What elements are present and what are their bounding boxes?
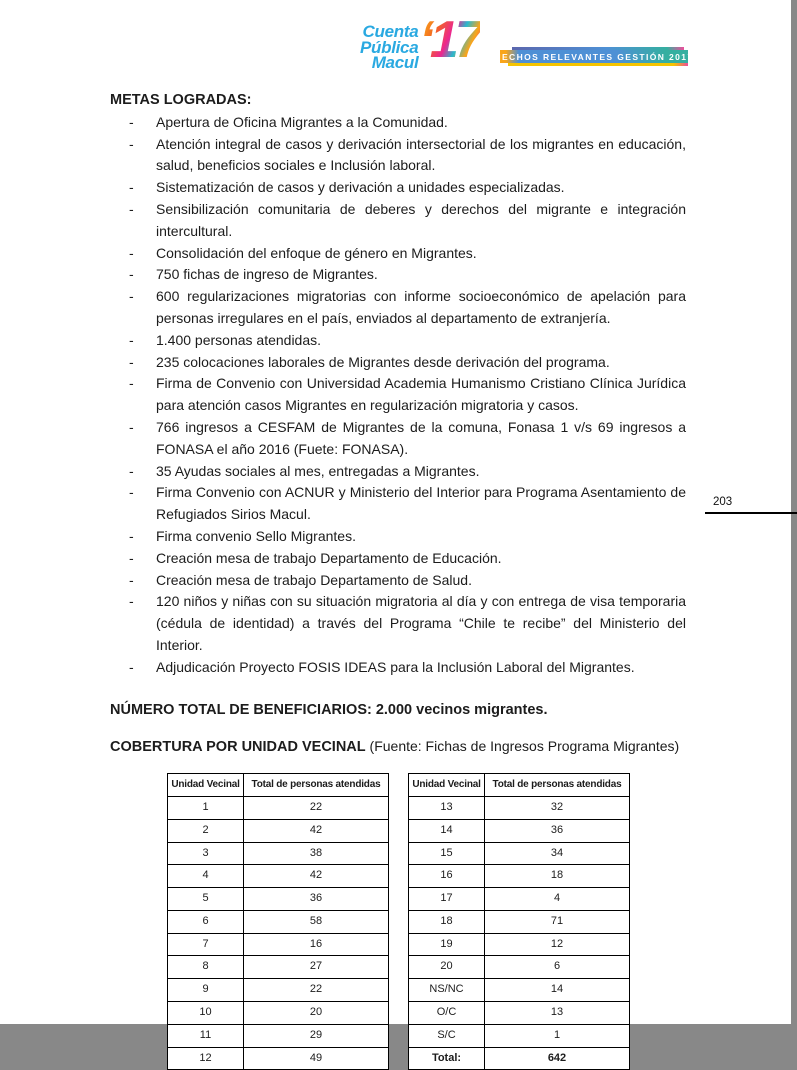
table-cell: 7 (168, 933, 244, 956)
table-cell: 642 (485, 1047, 630, 1070)
bullet-dash: - (129, 244, 134, 261)
table-row (168, 956, 389, 979)
table-header-row (409, 774, 630, 797)
bullet-item (110, 177, 686, 199)
bullet-item (110, 526, 686, 548)
bullet-dash: - (129, 353, 134, 370)
bullet-dash: - (129, 135, 134, 152)
bullet-item (110, 548, 686, 570)
table-row (409, 865, 630, 888)
col-header-total: Total de personas atendidas (244, 774, 389, 797)
bullet-dash: - (129, 331, 134, 348)
page-number: 203 (705, 496, 797, 514)
table-cell: 9 (168, 979, 244, 1002)
bullet-dash: - (129, 375, 134, 392)
table-cell: S/C (409, 1024, 485, 1047)
bullet-item (110, 199, 686, 243)
table-cell: 34 (485, 842, 630, 865)
table-cell: 20 (409, 956, 485, 979)
table-cell: Total: (409, 1047, 485, 1070)
table-cell: 4 (168, 865, 244, 888)
table-cell: O/C (409, 1002, 485, 1025)
table-cell: 42 (244, 819, 389, 842)
table-cell: 14 (485, 979, 630, 1002)
table-row (409, 796, 630, 819)
table-cell: 42 (244, 865, 389, 888)
table-cell: NS/NC (409, 979, 485, 1002)
table-cell: 22 (244, 796, 389, 819)
bullet-text: Sensibilización comunitaria de deberes y derechos del migrante e integración intercultural. (156, 200, 686, 239)
table-cell: 8 (168, 956, 244, 979)
table-cell: 29 (244, 1024, 389, 1047)
table-cell: 10 (168, 1002, 244, 1025)
table-cell: 49 (244, 1047, 389, 1070)
bullet-item (110, 243, 686, 265)
table-row (168, 979, 389, 1002)
table-cell: 58 (244, 910, 389, 933)
table-cell: 15 (409, 842, 485, 865)
bullet-text: 766 ingresos a CESFAM de Migrantes de la comuna, Fonasa 1 v/s 69 ingresos a FONASA el año 2016 (Fuete: FONASA). (156, 418, 686, 457)
bullet-text: Adjudicación Proyecto FOSIS IDEAS para la Inclusión Laboral del Migrantes. (156, 658, 635, 675)
bullet-dash: - (129, 593, 134, 610)
table-cell: 1 (168, 796, 244, 819)
logo-line-macul: Macul (371, 53, 419, 72)
table-cell: 14 (409, 819, 485, 842)
bullet-text: 235 colocaciones laborales de Migrantes desde derivación del programa. (156, 353, 610, 370)
table-cell: 20 (244, 1002, 389, 1025)
cuenta-publica-logo (360, 11, 480, 72)
bullet-text: 750 fichas de ingreso de Migrantes. (156, 266, 378, 283)
table-row (409, 1047, 630, 1070)
bullet-dash: - (129, 266, 134, 283)
table-row (168, 1047, 389, 1070)
table-cell: 4 (485, 888, 630, 911)
header-ribbon (494, 47, 694, 68)
table-cell: 36 (244, 888, 389, 911)
bullet-item (110, 417, 686, 461)
metas-list (110, 112, 686, 679)
table-header-row (168, 774, 389, 797)
ribbon-text: HECHOS RELEVANTES GESTIÓN 2017 (494, 51, 694, 62)
table-cell: 12 (168, 1047, 244, 1070)
beneficiarios-label: NÚMERO TOTAL DE BENEFICIARIOS: (110, 701, 372, 718)
ribbon-bottom-stripe (508, 63, 688, 66)
table-row (168, 1024, 389, 1047)
table-cell: 11 (168, 1024, 244, 1047)
table-cell: 1 (485, 1024, 630, 1047)
bullet-item (110, 134, 686, 178)
table-row (409, 1002, 630, 1025)
cobertura-line (110, 736, 686, 759)
bullet-item (110, 482, 686, 526)
bullet-item (110, 264, 686, 286)
table-row (409, 842, 630, 865)
table-cell: 36 (485, 819, 630, 842)
table-cell: 19 (409, 933, 485, 956)
logo-line-cuenta: Cuenta (362, 22, 419, 41)
beneficiarios-line (110, 700, 686, 722)
beneficiarios-value: 2.000 vecinos migrantes. (375, 701, 548, 718)
bullet-dash: - (129, 571, 134, 588)
bullet-text: 600 regularizaciones migratorias con informe socioeconómico de apelación para personas irregulares en el país, enviados al departamento de extranjería. (156, 288, 686, 326)
bullet-item (110, 330, 686, 352)
bullet-text: Creación mesa de trabajo Departamento de Salud. (156, 571, 472, 588)
table-row (168, 910, 389, 933)
coverage-tables (167, 773, 686, 1070)
bullet-item (110, 112, 686, 134)
table-cell: 3 (168, 842, 244, 865)
table-cell: 12 (485, 933, 630, 956)
bullet-item (110, 570, 686, 592)
bullet-dash: - (129, 658, 134, 675)
bullet-dash: - (129, 418, 134, 435)
logo-year-17: ‘17 (419, 11, 480, 69)
bullet-item (110, 657, 686, 679)
table-row (409, 819, 630, 842)
table-row (168, 888, 389, 911)
table-cell: 2 (168, 819, 244, 842)
col-header-unidad: Unidad Vecinal (409, 774, 485, 797)
bullet-text: Firma de Convenio con Universidad Academia Humanismo Cristiano Clínica Jurídica para atención casos Migrantes en regularización migratoria y casos. (156, 375, 686, 414)
bullet-item (110, 591, 686, 656)
table-cell: 27 (244, 956, 389, 979)
metas-title: METAS LOGRADAS: (110, 92, 252, 108)
table-row (409, 1024, 630, 1047)
bullet-dash: - (129, 527, 134, 544)
col-header-unidad: Unidad Vecinal (168, 774, 244, 797)
coverage-table-2 (408, 773, 630, 1070)
table-cell: 32 (485, 796, 630, 819)
table-cell: 18 (409, 910, 485, 933)
bullet-text: 120 niños y niñas con su situación migratoria al día y con entrega de visa temporaria (cédula de identidad) a través del Programa “Chile te recibe” del Ministerio del Interior. (156, 593, 686, 653)
table-row (168, 842, 389, 865)
table-row (168, 819, 389, 842)
table-cell: 71 (485, 910, 630, 933)
bullet-text: Firma Convenio con ACNUR y Ministerio del Interior para Programa Asentamiento de Refugiados Sirios Macul. (156, 484, 686, 523)
table-cell: 6 (168, 910, 244, 933)
table-cell: 13 (409, 796, 485, 819)
table-row (409, 979, 630, 1002)
bullet-dash: - (129, 200, 134, 217)
table-row (168, 865, 389, 888)
bullet-item (110, 352, 686, 374)
bullet-item (110, 461, 686, 483)
table-row (409, 956, 630, 979)
bullet-text: Consolidación del enfoque de género en Migrantes. (156, 244, 477, 261)
bullet-item (110, 373, 686, 417)
ribbon-banner (494, 50, 694, 63)
bullet-dash: - (129, 462, 134, 479)
table-cell: 38 (244, 842, 389, 865)
bullet-text: 1.400 personas atendidas. (156, 331, 322, 348)
logo-line-publica: Pública (360, 37, 419, 57)
table-cell: 18 (485, 865, 630, 888)
page-content (110, 90, 686, 1070)
bullet-item (110, 286, 686, 330)
bullet-dash: - (129, 549, 134, 566)
bullet-text: Creación mesa de trabajo Departamento de Educación. (156, 549, 502, 566)
table-row (409, 910, 630, 933)
cobertura-subtitle: (Fuente: Fichas de Ingresos Programa Migrantes) (365, 738, 680, 755)
bullet-dash: - (129, 484, 134, 501)
table-cell: 16 (409, 865, 485, 888)
bullet-dash: - (129, 113, 134, 130)
bullet-text: Atención integral de casos y derivación intersectorial de los migrantes en educación, salud, beneficios sociales e Inclusión laboral. (156, 135, 686, 174)
table-row (409, 888, 630, 911)
table-cell: 22 (244, 979, 389, 1002)
table-row (409, 933, 630, 956)
col-header-total: Total de personas atendidas (485, 774, 630, 797)
table-cell: 13 (485, 1002, 630, 1025)
table-cell: 17 (409, 888, 485, 911)
table-row (168, 796, 389, 819)
bullet-dash: - (129, 288, 134, 305)
bullet-dash: - (129, 179, 134, 196)
bullet-text: Firma convenio Sello Migrantes. (156, 527, 356, 544)
bullet-text: 35 Ayudas sociales al mes, entregadas a Migrantes. (156, 462, 480, 479)
table-cell: 6 (485, 956, 630, 979)
bullet-text: Apertura de Oficina Migrantes a la Comunidad. (156, 113, 448, 130)
table-cell: 16 (244, 933, 389, 956)
logo-wordmark (360, 16, 418, 71)
table-row (168, 933, 389, 956)
cobertura-title: COBERTURA POR UNIDAD VECINAL (110, 739, 366, 756)
coverage-table-1 (167, 773, 389, 1070)
table-cell: 5 (168, 888, 244, 911)
bullet-text: Sistematización de casos y derivación a unidades especializadas. (156, 179, 565, 196)
table-row (168, 1002, 389, 1025)
